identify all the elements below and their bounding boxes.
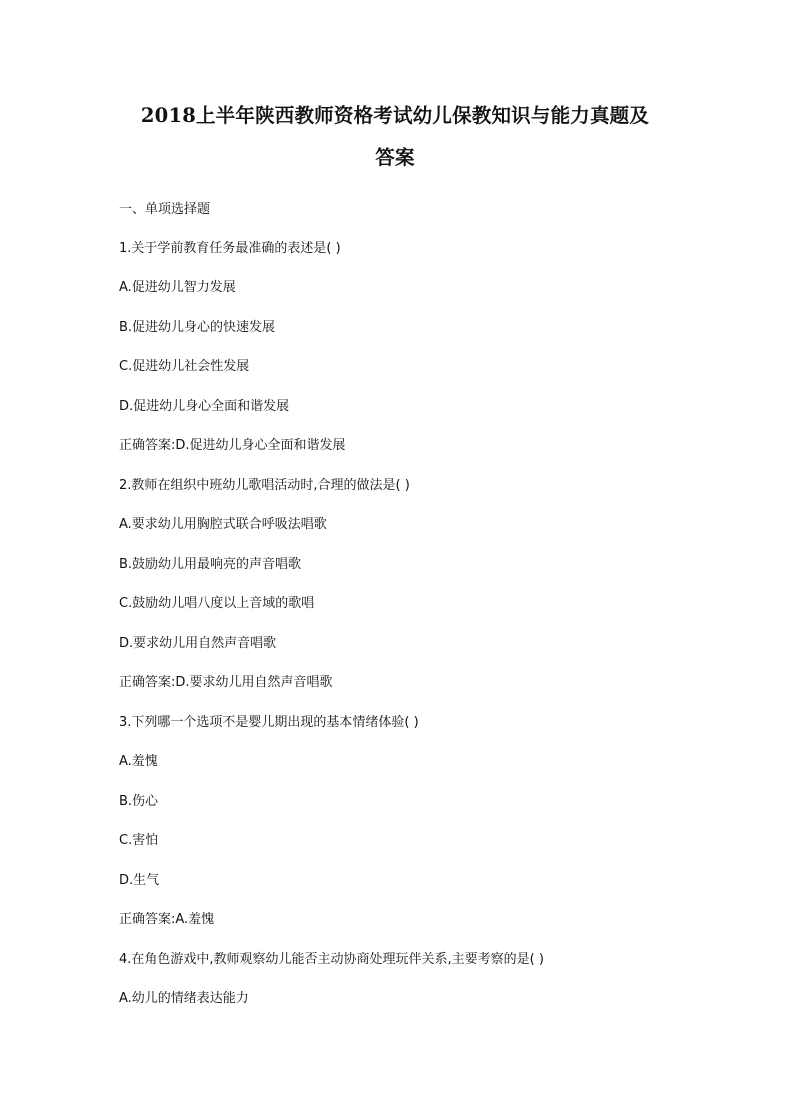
question-1-stem: 1.关于学前教育任务最准确的表述是( ) bbox=[119, 241, 341, 256]
question-2-option-d: D.要求幼儿用自然声音唱歌 bbox=[119, 636, 277, 651]
question-4-option-a: A.幼儿的情绪表达能力 bbox=[119, 991, 249, 1006]
question-2-stem: 2.教师在组织中班幼儿歌唱活动时,合理的做法是( ) bbox=[119, 478, 410, 493]
question-3-stem: 3.下列哪一个选项不是婴儿期出现的基本情绪体验( ) bbox=[119, 715, 419, 730]
document-title-line-2: 答案 bbox=[375, 146, 415, 169]
question-2-answer: 正确答案:D.要求幼儿用自然声音唱歌 bbox=[119, 675, 333, 690]
question-1-option-a: A.促进幼儿智力发展 bbox=[119, 280, 236, 295]
section-heading: 一、单项选择题 bbox=[119, 202, 211, 217]
question-3-option-a: A.羞愧 bbox=[119, 754, 158, 769]
question-3-option-b: B.伤心 bbox=[119, 794, 159, 809]
question-1-option-c: C.促进幼儿社会性发展 bbox=[119, 359, 250, 374]
question-1-option-d: D.促进幼儿身心全面和谐发展 bbox=[119, 399, 290, 414]
question-1-option-b: B.促进幼儿身心的快速发展 bbox=[119, 320, 276, 335]
question-1-answer: 正确答案:D.促进幼儿身心全面和谐发展 bbox=[119, 438, 346, 453]
question-4-stem: 4.在角色游戏中,教师观察幼儿能否主动协商处理玩伴关系,主要考察的是( ) bbox=[119, 952, 544, 967]
question-3-option-d: D.生气 bbox=[119, 873, 160, 888]
question-3-option-c: C.害怕 bbox=[119, 833, 159, 848]
question-2-option-c: C.鼓励幼儿唱八度以上音域的歌唱 bbox=[119, 596, 315, 611]
question-3-answer: 正确答案:A.羞愧 bbox=[119, 912, 215, 927]
question-2-option-b: B.鼓励幼儿用最响亮的声音唱歌 bbox=[119, 557, 302, 572]
document-title-line-1: 2018上半年陕西教师资格考试幼儿保教知识与能力真题及 bbox=[140, 104, 650, 127]
question-2-option-a: A.要求幼儿用胸腔式联合呼吸法唱歌 bbox=[119, 517, 327, 532]
